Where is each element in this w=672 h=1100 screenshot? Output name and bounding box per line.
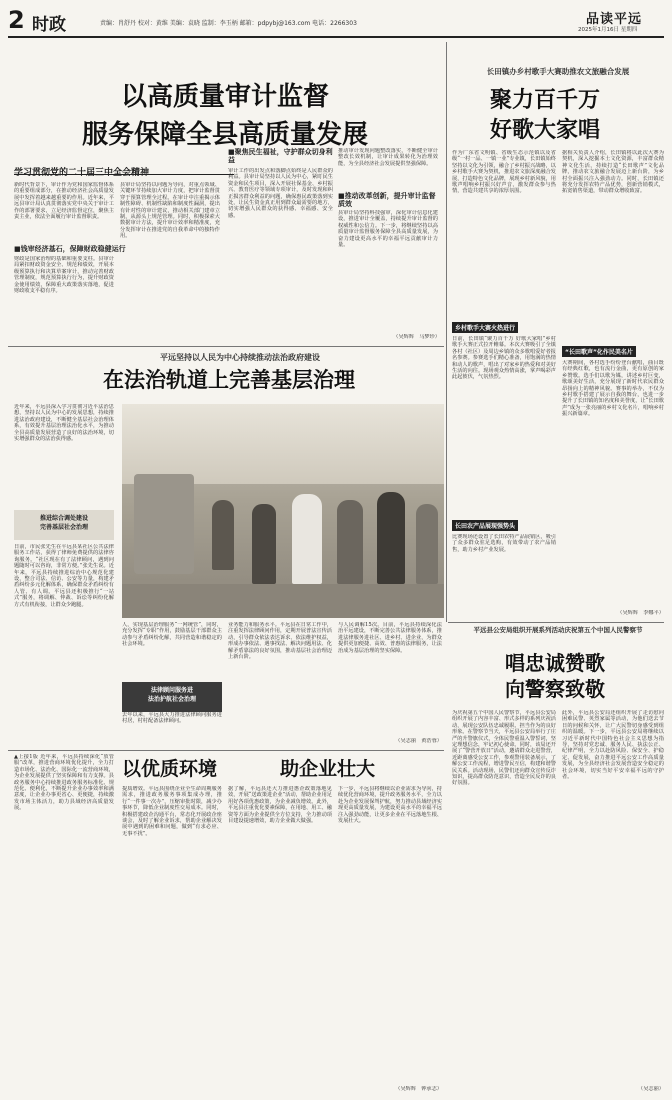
bottom-title-right: 助企业壮大 bbox=[280, 758, 376, 780]
middle-col2b: 去年以来，平远县大力推进法律顾问服务进村居，村村配备法律顾问。 bbox=[122, 712, 222, 725]
issue-date: 2025年1月16日 星期四 bbox=[578, 27, 638, 33]
police-title-line2: 向警察致敬 bbox=[505, 677, 605, 701]
lead-byline: （吴辉辉 马梦珍） bbox=[393, 334, 440, 340]
lead-col1-para: 新时代背景下，审计作为党和国家监督体系的重要组成部分，在推动经济社会高质量发展中发挥着越来越重要的作用。近年来，平远县审计局认真贯彻落实党中央关于审计工作的部署要求，立足经济监督定位，聚焦主责主业，依法全面履行审计监督职责。 bbox=[14, 182, 114, 221]
police-title-line1: 唱忠诚赞歌 bbox=[505, 651, 605, 675]
singer-kicker: 长田镇办乡村歌手大赛助推农文旅融合发展 bbox=[486, 67, 630, 76]
middle-byline: （吴志丽 黄浩蓉） bbox=[395, 738, 442, 744]
middle-col2: 人，实现基层治理服务“一网统管”，同时，充分发挥“专职”作用，鼓励基层干部群众主动参与矛盾纠纷化解，共同营造和谐稳定的社会环境。 bbox=[122, 622, 222, 648]
section-title: 时政 bbox=[32, 15, 66, 35]
middle-sub1: 推进综合调处建设 完善基层社会治理 bbox=[14, 510, 114, 540]
middle-sub2: 法律顾问服务进 法治护航社会治理 bbox=[122, 682, 222, 712]
singer-title-line2: 好歌大家唱 bbox=[489, 117, 600, 143]
singer-col1: 作为广东省文明镇、省级生态示范镇以及省级“一村一品、一镇一业”专业镇，长田镇始终坚持以文化为引领，融合了乡村振兴战略，以乡村歌手大赛为契机，推进农文旅深度融合发展，打造特色文化品牌，展现乡村新风貌，用歌声唱响乡村振兴好声音，激发群众参与热情，营造共建共享的浓厚氛围。 bbox=[452, 150, 556, 195]
police-col2: 此外，平远县公安局还组织开展了走访慰问困难民警、英烈家属等活动，为他们送去节日的问候和关怀，让广大民警切身感受到组织的温暖。下一步，平远县公安局将继续以习近平新时代中国特色社会主义思想为指导，坚持对党忠诚、服务人民、执法公正、纪律严明，全力以赴防风险、保安全、护稳定、促发展，奋力推进平远公安工作高质量发展，为全县经济社会发展营造安全稳定的社会环境，切实当好平安幸福平远的守护者。 bbox=[562, 710, 664, 781]
middle-kicker: 平远坚持以人民为中心持续推动法治政府建设 bbox=[160, 353, 320, 362]
bottom-title-left: 以优质环境 bbox=[122, 758, 218, 780]
middle-col4: 与人民调解15次。目前，平远县持续深化法治平远建设，不断完善公共法律服务体系，推进法律服务进社区、进乡村、进企业，为群众提供更加便捷、高效、普惠的法律服务，让法治成为基层治理的坚实保障。 bbox=[338, 622, 442, 654]
lead-col4-para2: 县审计局坚持科技强审，深化审计信息化建设，推进审计全覆盖，持续提升审计监督的权威性和公信力。下一步，将继续坚持以高质量审计监督服务保障全县高质量发展，为奋力建设更高水平的幸福平远贡献审计力量。 bbox=[338, 210, 438, 249]
lead-col2-para: 县审计局坚持以问题为导向，对重点领域、关键环节持续加大审计力度，把审计监督贯穿于预算管理全过程。在审计中注重揭示体制性障碍、机制性缺陷和制度性漏洞，提出有针对性的审计建议，推动相关部门建章立制，从源头上规范管理。同时，积极探索大数据审计方法，提升审计效率和精准度，充分发挥审计在推进党的自我革命中的独特作用。 bbox=[120, 182, 220, 240]
police-kicker: 平远县公安局组织开展系列活动庆祝第五个中国人民警察节 bbox=[473, 626, 643, 634]
page-number: 2 bbox=[8, 6, 25, 34]
middle-title: 在法治轨道上完善基层治理 bbox=[103, 367, 355, 392]
middle-col1: 近年来，平远县深入学习贯彻习近平法治思想，坚持以人民为中心的发展思想，持续推进法治政府建设，不断健全基层社会治理体系，有效提升基层治理法治化水平，为推动全县高质量发展营造了良好的法治环境，切实增强群众的法治获得感。 bbox=[14, 404, 114, 443]
singer-sub3-tag bbox=[562, 346, 636, 357]
bottom-col3: 据了解，平远县还大力推进惠企政策落地见效，开展“送政策进企业”活动，帮助企业用足用好各项优惠政策，为企业减负增效。此外，平远县注重优化要素保障，在用地、用工、融资等方面为企业提供全方位支持，全力推动项目建设提速增效，助力企业做大做强。 bbox=[228, 786, 332, 825]
singer-title-line1: 聚力百千万 bbox=[489, 87, 600, 113]
bottom-top-rule bbox=[8, 750, 444, 751]
bottom-jump: ▲上接1版 bbox=[14, 754, 39, 760]
singer-sub3: “长田歌声”化作民美名片 bbox=[565, 349, 633, 356]
police-col1: 为庆祝第五个中国人民警察节，平远县公安局组织开展了内容丰富、形式多样的系列庆祝活动，展现公安队伍忠诚履职、担当作为的良好形象。在警察节当天，平远县公安局举行了庄严的升警旗仪式，全体民警重温入警誓词，坚定理想信念，牢记初心使命。同时，该局还开展了“警营开放日”活动，邀请群众走进警营，近距离感受公安工作，参观警用装备展示，了解公安工作流程，增进警民互信，构建和谐警民关系。活动现场，民警们还向群众宣传反诈知识，提高群众防范意识，营造全民反诈的良好氛围。 bbox=[452, 710, 556, 787]
lead-col3-para: 审计工作的出发点和落脚点始终是人民群众的利益。县审计局坚持以人民为中心，紧盯民生资金和民生项目，深入开展社保基金、乡村振兴、教育医疗等领域专项审计，及时发现和纠正损害群众利益的问题，确保惠民政策落到实处，让民生资金真正用到群众最需要的地方，切实增强人民群众的获得感、幸福感、安全感。 bbox=[228, 168, 333, 219]
lead-title-line1: 以高质量审计监督 bbox=[120, 82, 329, 112]
lead-sub2: ■钱审经济基石，保障财政稳健运行 bbox=[14, 245, 126, 253]
lead-sub1: ■聚焦民生福祉，守护群众切身利益 bbox=[228, 148, 333, 164]
column-divider bbox=[446, 42, 447, 622]
singer-col1c: 比赛现场还设置了长田农特产品展销区，吸引了众多群众驻足选购，有效带动了农产品销售，助力乡村产业发展。 bbox=[452, 534, 556, 553]
singer-col2b: 大赛期间，各村选手纷纷登台献唱，曲目既有经典红歌，也有流行金曲，更有原创的家乡赞歌。选手们以歌为媒，讲述乡村巨变，歌颂美好生活，充分展现了新时代农民群众昂扬向上的精神风貌。赛事的举办，不仅为乡村歌手搭建了展示自我的舞台，也进一步提升了长田镇的知名度和美誉度，让“长田歌声”成为一张亮丽的乡村文化名片，唱响乡村振兴新篇章。 bbox=[562, 360, 664, 418]
lead-col1-para2: 财政是国家治理的基础和重要支柱。县审计局紧扣财政资金安全、规范和绩效，开展本级预算执行和决算草案审计，推动完善财政管理制度，规范预算执行行为，提升财政资金使用绩效，保障重大政策落实落地，促进财政收支平稳有序。 bbox=[14, 256, 114, 295]
singer-byline: （吴辉辉 李娜平） bbox=[617, 610, 664, 616]
police-top-rule bbox=[448, 622, 664, 623]
lead-title-line2: 服务保障全县高质量发展 bbox=[81, 120, 368, 150]
singer-col2: 据相关负责人介绍，长田镇将以此次大赛为契机，深入挖掘本土文化资源，丰富群众精神文化生活，持续打造“长田歌声”文化品牌，推动农文旅融合发展迈上新台阶，为乡村全面振兴注入强劲动力。同时，长田镇还将充分发挥农特产品优势，创新营销模式，拓宽销售渠道，带动群众增收致富。 bbox=[562, 150, 664, 195]
lead-col4-para: 推动审计发现问题整改落实，不断健全审计整改长效机制，让审计成果转化为治理效能，为全县经济社会发展提供坚强保障。 bbox=[338, 148, 438, 167]
middle-top-rule bbox=[8, 346, 444, 347]
bottom-col1: ▲上接1版 近年来，平远县持续深化“放管服”改革，推进营商环境优化提升，全力打造市场化、法治化、国际化一流营商环境，为企业发展提供了坚实保障和有力支撑。县政务服务中心持续推进政务服务标准化、规范化、便利化，不断提升企业办事效率和满意度，让企业办事更省心、更便捷，持续激发市场主体活力，助力县域经济高质量发展。 bbox=[14, 754, 114, 812]
singer-sub1: 乡村歌手大赛火热进行 bbox=[455, 325, 516, 332]
header-rule bbox=[8, 36, 664, 38]
singer-sub1-tag bbox=[452, 322, 518, 333]
police-byline: （吴志丽） bbox=[638, 1086, 664, 1092]
lead-kicker: 学习贯彻党的二十届三中全会精神 bbox=[14, 168, 150, 178]
singer-col1b: 日前，长田镇“聚力百千万 好歌大家唱”乡村歌手大赛正式拉开帷幕。本次大赛吸引了全镇各村（社区）及周边乡镇的众多歌唱爱好者报名参赛。参赛选手们精心准备，用饱满的热情和动人的歌声，唱出了对家乡的热爱和对美好生活的向往。现场观众热情高涨，掌声喝彩声此起彼伏，气氛热烈。 bbox=[452, 336, 556, 381]
bottom-byline: （吴辉辉 钟承志） bbox=[395, 1086, 442, 1092]
lead-sub3: ■推动改革创新，提升审计监督质效 bbox=[338, 192, 436, 208]
bottom-col2: 提质增效。平远县围绕企业全生命周期服务需求，推进政务服务事项集成办理，推行“一件事一次办”，压缩审批时限，减少办事环节，降低企业制度性交易成本。同时，积极搭建政企沟通平台，常态化开展政企座谈会，及时了解企业诉求，帮助企业解决发展中遇到的困难和问题，做到“有求必应、无事不扰”。 bbox=[122, 786, 222, 837]
masthead-logo: 品读平远 bbox=[586, 12, 643, 27]
singer-sub2: 长田农产品展现强势头 bbox=[455, 523, 516, 530]
bottom-col4: 下一步，平远县将继续以企业需求为导向，持续优化营商环境，提升政务服务水平，全力以赴为企业发展保驾护航，努力推动县域经济实现更高质量发展，为建设更高水平的幸福平远注入强劲动能，让更多企业在平远落地生根、发展壮大。 bbox=[338, 786, 442, 825]
middle-photo bbox=[122, 404, 444, 618]
editor-line: 责编：肖舒丹 校对：黄维 美编：袁晓 监制：李玉柄 邮箱：pdpybj@163.com 电话：2266303 bbox=[100, 20, 357, 27]
middle-col1b: 日前，市民张先生在平远县某社区公共法律服务工作站，获得了律师免费提供的法律咨询服务。“社区现在有了法律顾问，遇到问题随时可以咨询，非常方便。”张先生说。近年来，平远县持续推进综治中心规范化建设，整合司法、信访、公安等力量，构建矛盾纠纷多元化解体系，确保群众矛盾纠纷有人管、有人调。平远县还积极推行“一站式”服务，将调解、仲裁、诉讼等纠纷化解方式有机衔接，让群众少跑腿。 bbox=[14, 544, 114, 608]
lead-kicker-box bbox=[14, 160, 234, 178]
singer-sub2-tag bbox=[452, 520, 518, 531]
middle-col3: 业务能力和服务水平。平远县在日常工作中，注重发挥法律顾问作用，定期开展普法宣传活动，引导群众依法表达诉求、依法维护权益，形成办事依法、遇事找法、解决问题用法、化解矛盾靠法的良好氛围，推动基层社会治理迈上新台阶。 bbox=[228, 622, 332, 661]
